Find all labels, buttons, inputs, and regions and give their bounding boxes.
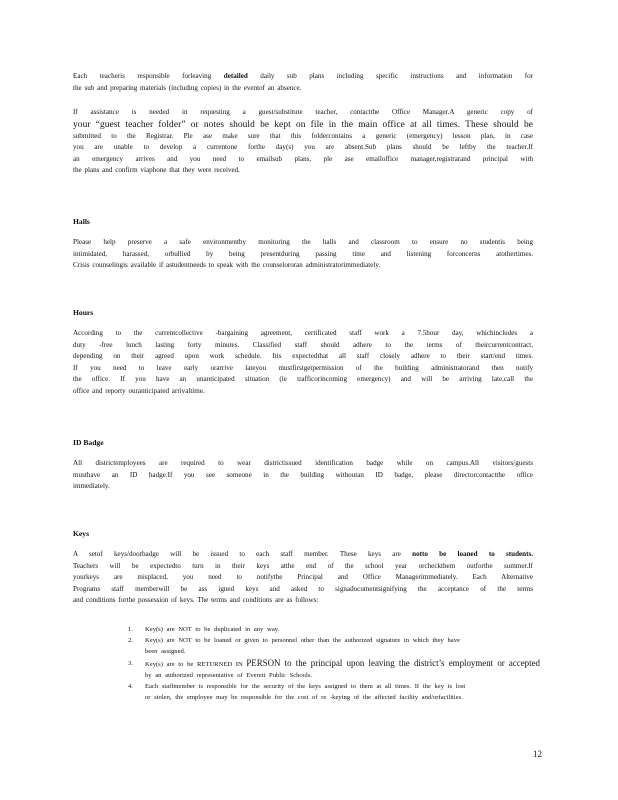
keys-line-4: Programs staff memberwill be ass igned keys and asked to signadocumentsignifying the acceptance of the terms (73, 584, 533, 593)
hours-line-3: depending on their agreed upon work schedule. Itis expectedthat all staff closely adhere to their start/end times. (73, 352, 533, 361)
halls-paragraph (73, 237, 533, 272)
list-item: 2. Key(s) are NOT to be loaned or given to personnel other than the authorized signature in which they have been assigned. (128, 637, 460, 656)
intro-line-2: the sub and preparing materials (including copies) in the eventof an absence. (73, 83, 302, 92)
id-badge-line-3: immediately. (73, 482, 110, 491)
id-badge-paragraph (73, 458, 533, 493)
intro-p2-line-1: If assistance is needed in requesting a guest/substitute teacher, contactthe Office Manager.A generic copy of (73, 108, 533, 116)
intro-p2-line-4: you are unable to develop a currentone forthe day(s) you are absent.Sub plans should be leftby the teacher.If (73, 143, 533, 152)
keys-heading: Keys (73, 529, 90, 538)
intro-p2-line-3: submitted to the Registrar. Ple ase make sure that this foldercontains a generic (emergency) lesson plan, in case (73, 131, 533, 140)
hours-paragraph (73, 328, 533, 398)
list-item: 1. Key(s) are NOT to be duplicated in any way. (128, 626, 280, 633)
intro-p2-line-2: your “guest teacher folder” or notes should be kept on file in the main office at all times. These should be (73, 119, 533, 130)
id-badge-line-1: All districtemployees are required to wear districtissued identification badge while on campus.All visitors/guests (73, 459, 533, 467)
list-item: 4. Each staffmember is responsible for the security of the keys assigned to them at all times. If the key is lost or stolen, the employee may be responsible for the cost of re -keying of the affected facility and/orfacilities. (128, 683, 466, 702)
keys-terms-list (128, 624, 558, 703)
intro-paragraph-2 (73, 107, 533, 177)
keys-paragraph (73, 549, 533, 607)
keys-not-loaned-emphasis: notto be loaned to students. (412, 550, 534, 558)
hours-line-4: If you need to leave early orarrive lateyou mustfirstgetpermission of the building administratorand then notify (73, 363, 533, 372)
list-item: 3. Key(s) are to be RETURNED IN PERSON to the principal upon leaving the district’s employment or accepted by an authorized representative of Everett Public Schools. (128, 657, 540, 679)
keys-line-1: A setof keys/doorbadge will be issued to each staff member. These keys are notto be loaned to students. (73, 550, 534, 558)
hours-line-2: duty -free lunch lasting forty minutes. Classified staff should adhere to the terms of theircurrentcontract, (73, 340, 533, 349)
hours-line-6: office and reporty ouranticipated arrivaltime. (73, 386, 205, 395)
hours-heading: Hours (73, 308, 94, 317)
keys-line-5: and conditions forthe possession of keys. The terms and conditions are as follows: (73, 596, 319, 605)
id-badge-heading: ID Badge (73, 438, 104, 447)
intro-p2-line-6: the plans and confirm viaphone that they were received. (73, 166, 240, 175)
halls-line-3: Crisis counselingis available if astudentneeds to speak with the counselororan administratorimmediately. (73, 261, 381, 270)
halls-heading: Halls (73, 217, 90, 226)
keys-line-3: yourkeys are misplaced, you need to notifythe Principal and Office Managerimmediately. Each Alternative (73, 573, 533, 582)
detailed-emphasis: detailed (223, 72, 248, 80)
intro-p2-line-5: an emergency arrives and you need to emailsub plans, ple ase emailoffice manager,registrarand principal with (73, 154, 533, 163)
halls-line-2: intimidated, harassed, orbullied by being presentduring passing time and listening forconcerns atothertimes. (73, 249, 533, 258)
intro-line-1: Each teacheris responsible forleaving detailed daily sub plans including specific instructions and information for (73, 72, 534, 80)
id-badge-line-2: musthave an ID badge.If you see someone in the building withoutan ID badge, please directorcontactthe office (73, 470, 533, 479)
hours-line-5: the office. If you have an unanticipated situation (ie trafficorincoming emergency) and will be arriving late,call the (73, 375, 533, 384)
intro-paragraph-1 (73, 71, 533, 94)
page-number: 12 (533, 749, 542, 759)
keys-line-2: Teachers will be expectedto turn in their keys atthe end of the school year orcheckthem outforthe summer.If (73, 561, 533, 570)
hours-line-1: According to the currentcollective -bargaining agreement, certificated staff work a 7.5hour day, whichincludes a (73, 329, 533, 337)
halls-line-1: Please help preserve a safe environmentby monitoring the halls and classroom to ensure no studentis being (73, 238, 533, 246)
